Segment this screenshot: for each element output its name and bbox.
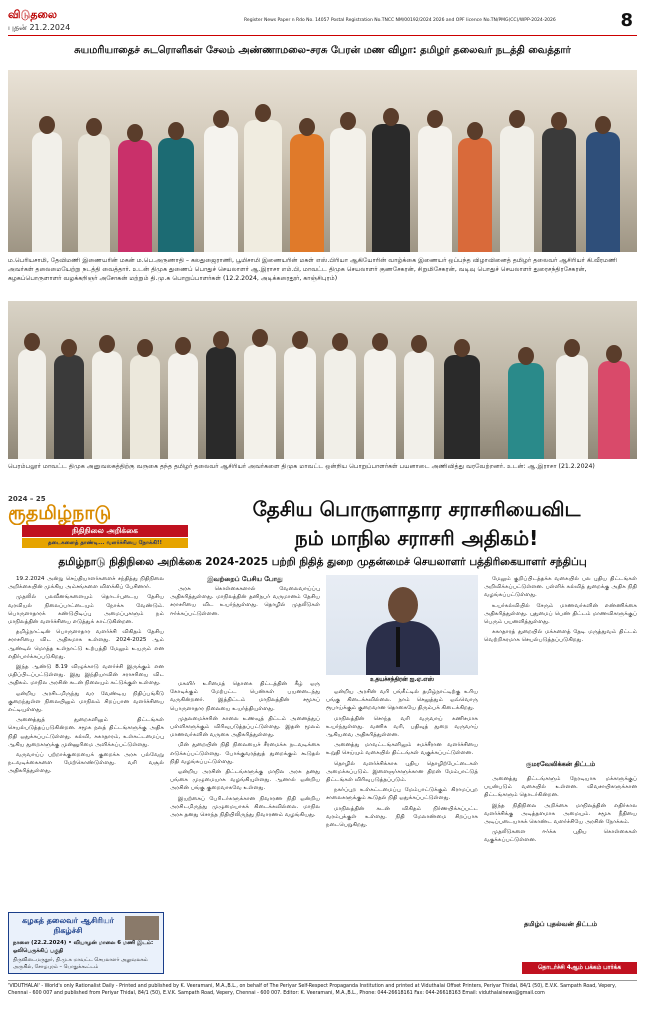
paragraph: மகளிர் உரிமைத் தொகை திட்டத்தின் கீழ் ஒரு கோடிக்கும் மேற்பட்ட பெண்கள் பயனடைந்து வருகின்றனர். இத்திட்டம் மாநிலத்தின் சமூகப் பொருளாதார நிலையை உயர்த்தியுள்ளது.: [170, 681, 320, 712]
article-column-3: [326, 688, 478, 978]
secretary-portrait: [326, 575, 478, 675]
issue-date: புதன் 21.2.2024: [8, 23, 71, 32]
registration-info: Register News Paper n Rdo No. 14057 Postal Registration No.TNCC NM/00192/2024 2026 and OPF licence No.TN/PMG(CC)/WPP-2024-2026: [244, 18, 556, 23]
paragraph: மின் துறையின் நிதி நிலையைச் சீரமைக்க நடவடிக்கை எடுக்கப்பட்டுள்ளது. போக்குவரத்துத் துறைக்கும் கூடுதல் நிதி வழங்கப்பட்டுள்ளது.: [170, 742, 320, 765]
wedding-photo-caption: ம.பெரியசாமி, தேவிமணி இணையரின் மகன் ம.பெ.அருணாதி – கலதுஜைராணி, பூமிசாமி இணையரின் மகள் எஸ்.பிரியா ஆகியோரின் வாழ்க்கை இணையர் ஒப்பந்த விழாவினைத் தமிழர் தலைவர் ஆசிரியர் கி.வீரமணி அவர்கள் தலைமையேற்று நடத்தி வைத்தார். உடன் திமுக துணைப் பொதுச் செயலாளர் ஆ.இராசா எம்.பி, மாவட்ட திமுக செயலாளர் குணசேகரன், சிறுமிசேகரன், வடிவு பொதுச் செயலாளர் துரைசந்திரசேகரன், கழகப்பொருளாளர் வழக்கறிஞர் அசோகன் மற்றும் தி.மு.க பொறுப்பாளர்கள் (12.2.2024, அடிக்கரைதூர், காஞ்சிபுரம்): [8, 257, 618, 282]
wedding-headline: சுயமரியாதைச் சுடரொளிகள் சேலம் அண்ணாமலை-சரசு பேரன் மண விழா: தமிழர் தலைவர் நடத்தி வைத்தார்: [74, 45, 571, 56]
paragraph: 19.2.2024 அன்று செய்தியாளர்களைச் சந்தித்து நிதிநிலை அறிக்கையின் முக்கிய அம்சங்களை விளக்கிப் பேசினார்.: [8, 576, 164, 591]
paragraph: ஒன்றிய அரசின் திட்டங்களுக்கு மாநில அரசு தனது பங்கை முழுமையாக வழங்கியுள்ளது. ஆனால் ஒன்றிய அரசின் பங்கு குறைவாகவே உள்ளது.: [170, 769, 320, 792]
paragraph: அனைத்துத் துறைகளிலும் திட்டங்கள் செயல்படுத்தப்படுகின்றன. சமூக நலத் திட்டங்களுக்கு அதிக நிதி ஒதுக்கப்பட்டுள்ளது. கல்வி, சுகாதாரம், உள்கட்டமைப்பு ஆகிய துறைகளுக்கு முன்னுரிமை அளிக்கப்பட்டுள்ளது.: [8, 717, 164, 748]
paragraph: முதலமைச்சரின் காலை உணவுத் திட்டம் அனைத்துப் பள்ளிகளுக்கும் விரிவுபடுத்தப்பட்டுள்ளது. இதன் மூலம் மாணவர்களின் வருகை அதிகரித்துள்ளது.: [170, 715, 320, 739]
article-column-2: [170, 585, 320, 690]
article-column-4: [484, 575, 637, 755]
microphone-icon: [396, 627, 400, 667]
paragraph: சுகாதாரத் துறையில் மக்களைத் தேடி மருத்துவம் திட்டம் வெற்றிகரமாக செயல்படுத்தப்படுகிறது.: [484, 629, 637, 644]
paragraph: மாநிலத்தின் சொந்த வரி வருவாய் கணிசமாக உயர்ந்துள்ளது. வணிக வரி, பதிவுத் துறை வருவாய் ஆகியவை அதிகரித்துள்ளன.: [326, 715, 478, 739]
article-column-5: [484, 775, 637, 915]
paragraph: முதலீடுகளை ஈர்க்க புதிய கொள்கைகள் வகுக்கப்பட்டுள்ளன.: [484, 829, 637, 844]
page-number: 8: [620, 10, 633, 31]
logo-title: ரூதமிழ்நாடு: [8, 502, 112, 524]
paragraph: அரசு கொள்கைகளால் வேலைவாய்ப்பு அதிகரித்துள்ளது. மாநிலத்தின் தனிநபர் வருமானம் தேசிய சராசரியை விட உயர்ந்துள்ளது. தொழில் முதலீடுகள் ஈர்க்கப்பட்டுள்ளன.: [170, 586, 320, 617]
wedding-photo: [8, 70, 637, 252]
paragraph: முதலில் பலவீனங்களையும் தொடர்புடைய தேசிய வரவியல் நிலைப்பாட்டையும் நோக்க வேண்டும். பொருளாதாரக் கண்டுபிடிப்பு அமைப்புகளும் நம் மாநிலத்தின் வளர்ச்சியை எடுத்துக் காட்டுகின்றன.: [8, 594, 164, 626]
logo-tagline: தடைகளைத் தாண்டி... வளர்ச்சியை நோக்கி!!: [22, 538, 188, 548]
newspaper-name: விடுதலை: [8, 8, 58, 21]
paragraph: ஒன்றிய அரசிடமிருந்து வர வேண்டிய நிதிப்பங்கீடு குறைந்துள்ள நிலையிலும் மாநிலம் சிறப்பான வளர்ச்சியை எட்டியுள்ளது.: [8, 690, 164, 714]
event-notice-title: கழகத் தலைவர் ஆசிரியர் நிகழ்ச்சி: [22, 916, 114, 935]
paragraph: நகர்ப்புற உள்கட்டமைப்பு மேம்பாட்டுக்கும் கிராமப்புற சாலைகளுக்கும் கூடுதல் நிதி ஒதுக்கப்பட்டுள்ளது.: [326, 787, 478, 802]
paragraph: தமிழ்நாட்டின் பொருளாதார வளர்ச்சி விகிதம் தேசிய சராசரியை விட அதிகமாக உள்ளது. 2024-2025 ஆம் ஆண்டில் மொத்த உள்நாட்டு உற்பத்தி மேலும் உயரும் என எதிர்பார்க்கப்படுகிறது.: [8, 629, 164, 660]
leader-photo: [125, 916, 159, 940]
event-time: நாளை (22.2.2024) • வியாழன் மாலை 6 மணி இடம்: ஒலிபெருக்கிப் பகுதி: [13, 940, 154, 954]
column-5-heading: தமிழ்ப் புதல்வன் திட்டம்: [523, 920, 598, 928]
masthead: [8, 8, 637, 36]
budget-subheadline: தமிழ்நாடு நிதிநிலை அறிக்கை 2024-2025 பற்றி நிதித் துறை முதன்மைச் செயலாளர் பத்திரிகையாளர் சந்திப்பு: [58, 556, 587, 568]
logo-year: 2024 – 25: [8, 495, 46, 503]
portrait-caption: உதயச்சந்திரன் ஐ.ஏ.எஸ்: [370, 677, 434, 683]
paragraph: இந்த நிதிநிலை அறிக்கை மாநிலத்தின் எதிர்கால வளர்ச்சிக்கு அடித்தளமாக அமையும். சமூக நீதியை அடிப்படையாகக் கொண்ட வளர்ச்சியே அரசின் நோக்கம்.: [484, 802, 637, 826]
budget-logo: [8, 495, 188, 551]
logo-subtitle: நிதிநிலை அறிக்கை: [22, 525, 188, 537]
main-headline-line1: தேசிய பொருளாதார சராசரியைவிட: [252, 497, 581, 521]
paragraph: இயற்கைப் பேரிடர்களுக்கான நிவாரண நிதி ஒன்றிய அரசிடமிருந்து முழுமையாகக் கிடைக்கவில்லை. மாநில அரசு தனது சொந்த நிதியிலிருந்து நிவாரணம் வழங்கியது.: [170, 795, 320, 819]
continued-on-page-link[interactable]: தொடர்ச்சி 4ஆம் பக்கம் பார்க்க: [522, 962, 637, 974]
column-4-heading: குமரவேலிக்கன் திட்டம்: [525, 760, 596, 768]
main-headline-line2: நம் மாநில சராசரி அதிகம்!: [294, 526, 539, 550]
paragraph: மாநிலத்தின் கடன் விகிதம் நிர்ணயிக்கப்பட்ட வரம்புக்குள் உள்ளது. நிதி மேலாண்மை சிறப்பாக நடைபெறுகிறது.: [326, 805, 478, 829]
article-column-2b: [170, 680, 320, 972]
paragraph: தொழில் வளர்ச்சிக்காக புதிய தொழிற்பேட்டைகள் அமைக்கப்படும். இளைஞர்களுக்கான திறன் மேம்பாட்டுத் திட்டங்கள் விரிவுபடுத்தப்படும்.: [326, 760, 478, 784]
paragraph: இந்த ஆண்டு 8.19 விழுக்காடு வளர்ச்சி இருக்கும் என மதிப்பிடப்பட்டுள்ளது. இது இந்தியாவின் சராசரியை விட அதிகம். மாநில அரசின் கடன் நிலையும் கட்டுக்குள் உள்ளது.: [8, 664, 164, 687]
paragraph: ஒன்றிய அரசின் வரி பங்கீட்டில் தமிழ்நாட்டிற்கு உரிய பங்கு கிடைக்கவில்லை. நாம் செலுத்தும் ஒவ்வொரு ரூபாய்க்கும் குறைவான தொகையே திரும்பக் கிடைக்கிறது.: [326, 689, 478, 712]
event-place: திருவிடைமருதூர், தி.மு.க மாவட்ட செயலாளர் அலுவலகம் அருகில், சோழபுரம் – பொதுக்கூட்டம்: [13, 957, 148, 970]
imprint-footer: 'VIDUTHALAI' - World's only Rationalist Daily - Printed and published by K. Veeramani, M.A.,B.L., on behalf of The Periyar Self-Respect Propaganda Institution and printed at Viduthalai Offset Printers, Periyar Thidal, 84/1 (50), E.V.K. Sampath Road, Vepery, Chennai - 600 007 and published from Periyar Thidal, 84/1 (50), E.V.K. Sampath Road, Vepery, Chennai - 600 007. Editor: K. Veeramani, M.A.,B.L., Phone: 044-26618161 Fax: 044-26618163 Email: viduthalainews@gmail.com: [8, 980, 637, 1016]
paragraph: அனைத்து திட்டங்களும் நேரடியாக மக்களுக்குப் பயன்படும் வகையில் உள்ளன. விவசாயிகளுக்கான திட்டங்களும் தொடர்கின்றன.: [484, 776, 637, 799]
perambalur-photo: [8, 301, 637, 459]
perambalur-photo-caption: பெரம்பலூர் மாவட்ட திமுக அனுவலகத்திற்கு வருகை தந்த தமிழர் தலைவர் ஆசிரியர் அவர்களை திமுக மாவட்ட ஒன்றிய பொறுப்பாளர்கள் பயனாடை அணிவித்து வரவேற்றனர். உடன்: ஆ.இராசா (21.2.2024): [8, 463, 595, 470]
paragraph: அனைத்து மாவட்டங்களிலும் சமச்சீரான வளர்ச்சியை உறுதி செய்யும் வகையில் திட்டங்கள் வகுக்கப்பட்டுள்ளன.: [326, 742, 478, 757]
paragraph: மேலும் குறிப்பிடத்தக்க வகையில் பல புதிய திட்டங்கள் அறிவிக்கப்பட்டுள்ளன. பள்ளிக் கல்வித் துறைக்கு அதிக நிதி வழங்கப்பட்டுள்ளது.: [484, 576, 637, 599]
paragraph: வருவாய்ப் பற்றாக்குறையைக் குறைக்க அரசு பல்வேறு நடவடிக்கைகளை மேற்கொண்டுள்ளது. வரி வசூல் அதிகரித்துள்ளது.: [8, 752, 164, 775]
article-column-1: [8, 575, 164, 908]
paragraph: உயர்கல்வியில் சேரும் மாணவர்களின் எண்ணிக்கை அதிகரித்துள்ளது. புதுமைப் பெண் திட்டம் மாணவிகளுக்குப் பெரும் பயனளித்துள்ளது.: [484, 602, 637, 626]
event-notice-box: [8, 912, 164, 974]
column-2-heading: இவற்றைப் பேசிய போது: [207, 575, 283, 583]
